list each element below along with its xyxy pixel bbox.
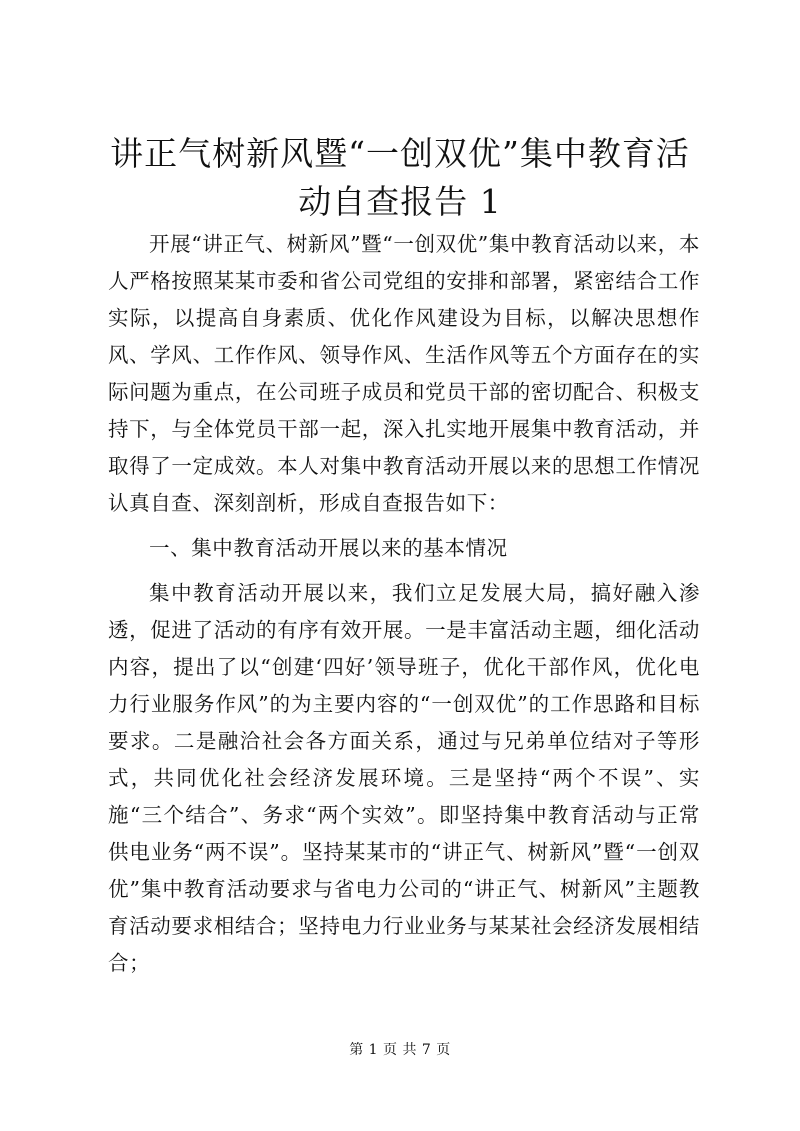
paragraph-gap — [108, 522, 700, 530]
section-paragraph: 集中教育活动开展以来，我们立足发展大局，搞好融入渗透，促进了活动的有序有效开展。一是丰富活动主题，细化活动内容，提出了以“创建‘四好’领导班子，优化干部作风，优化电力行业服务作风”的为主要内容的“一创双优”的工作思路和目标要求。二是融洽社会各方面关系，通过与兄弟单位结对子等形式，共同优化社会经济发展环境。三是坚持“两个不误”、实施“三个结合”、务求“两个实效”。即坚持集中教育活动与正常供电业务“两不误”。坚持某某市的“讲正气、树新风”暨“一创双优”集中教育活动要求与省电力公司的“讲正气、树新风”主题教育活动要求相结合；坚持电力行业业务与某某社会经济发展相结合； — [108, 581, 700, 975]
paragraph-gap — [108, 567, 700, 575]
page-number-footer: 第 1 页 共 7 页 — [349, 1042, 451, 1058]
document-title: 讲正气树新风暨“一创双优”集中教育活动自查报告 1 — [110, 134, 690, 221]
document-body — [108, 226, 700, 982]
intro-paragraph: 开展“讲正气、树新风”暨“一创双优”集中教育活动以来，本人严格按照某某市委和省公司党组的安排和部署，紧密结合工作实际，以提高自身素质、优化作风建设为目标，以解决思想作风、学风、工作作风、领导作风、生活作风等五个方面存在的实际问题为重点，在公司班子成员和党员干部的密切配合、积极支持下，与全体党员干部一起，深入扎实地开展集中教育活动，并取得了一定成效。本人对集中教育活动开展以来的思想工作情况认真自查、深刻剖析，形成自查报告如下： — [108, 232, 700, 515]
section-heading: 一、集中教育活动开展以来的基本情况 — [149, 536, 508, 560]
